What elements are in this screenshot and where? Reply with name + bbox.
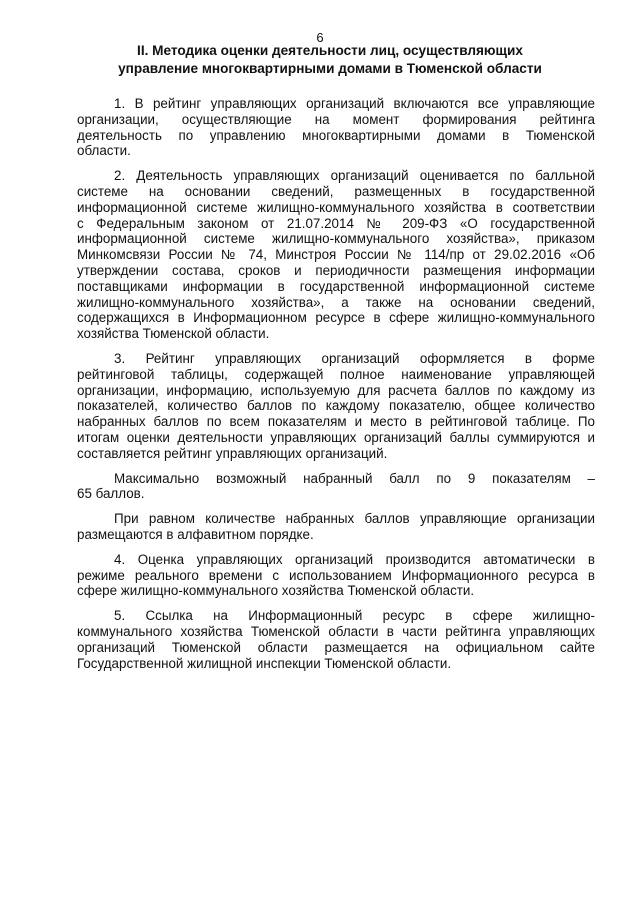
text-line: сфере жилищно-коммунального хозяйства Тюменской области. <box>77 583 475 599</box>
text-line: итогам оценки деятельности управляющих организаций баллы суммируются и <box>77 429 595 445</box>
text-line: организации, информацию, используемую для расчета баллов по каждому из <box>77 382 595 398</box>
text-line: режиме реального времени с использованием Информационного ресурса в <box>77 567 595 583</box>
paragraph-2 <box>77 168 595 342</box>
text-line: размещаются в алфавитном порядке. <box>77 526 314 542</box>
paragraph-equal-score <box>77 511 595 543</box>
paragraph-3 <box>77 351 595 462</box>
text-line: деятельность по управлению многоквартирными домами в Тюменской <box>77 127 595 143</box>
text-line: информационной системе жилищно-коммунального хозяйства в соответствии <box>77 199 595 215</box>
section-heading <box>80 42 580 78</box>
text-line: хозяйства Тюменской области. <box>77 326 270 342</box>
paragraph-max-score <box>77 471 595 503</box>
text-line: 5. Ссылка на Информационный ресурс в сфере жилищно- <box>114 608 595 624</box>
text-line: жилищно-коммунального хозяйства», а также на основании сведений, <box>77 294 595 310</box>
text-line: организации, осуществляющие на момент формирования рейтинга <box>77 111 595 127</box>
text-line: коммунального хозяйства Тюменской области в части рейтинга управляющих <box>77 623 595 639</box>
document-body <box>77 96 595 680</box>
paragraph-4 <box>77 552 595 599</box>
text-line: 4. Оценка управляющих организаций производится автоматически в <box>114 551 595 567</box>
paragraph-1 <box>77 96 595 159</box>
text-line: организаций Тюменской области размещается на официальном сайте <box>77 639 595 655</box>
text-line: рейтинговой таблицы, содержащей полное наименование управляющей <box>77 366 595 382</box>
text-line: области. <box>77 143 131 159</box>
text-line: системе на основании сведений, размещенных в государственной <box>77 183 595 199</box>
text-line: 3. Рейтинг управляющих организаций оформляется в форме <box>114 350 595 366</box>
text-line: содержащихся в Информационном ресурсе в сфере жилищно-коммунального <box>77 310 595 326</box>
text-line: поставщиками информации в государственной информационной системе <box>77 278 595 294</box>
text-line: Минкомсвязи России № 74, Минстроя России № 114/пр от 29.02.2016 «Об <box>77 247 595 263</box>
section-heading-line: управление многоквартирными домами в Тюменской области <box>118 61 542 76</box>
text-line: утверждении состава, сроков и периодичности размещения информации <box>77 262 595 278</box>
text-line: 1. В рейтинг управляющих организаций включаются все управляющие <box>114 96 595 111</box>
text-line: При равном количестве набранных баллов управляющие организации <box>114 511 595 527</box>
section-heading-line: II. Методика оценки деятельности лиц, осуществляющих <box>137 43 523 58</box>
text-line: 2. Деятельность управляющих организаций оценивается по балльной <box>114 168 595 184</box>
page-number: 6 <box>316 30 324 45</box>
text-line: информационной системе жилищно-коммунального хозяйства», приказом <box>77 231 595 247</box>
text-line: составляется рейтинг управляющих организаций. <box>77 445 388 461</box>
text-line: с Федеральным законом от 21.07.2014 № 209-ФЗ «О государственной <box>77 215 595 231</box>
text-line: Максимально возможный набранный балл по 9 показателям – <box>114 470 595 486</box>
text-line: показателей, количество баллов по каждому показателю, общее количество <box>77 398 595 414</box>
text-line: Государственной жилищной инспекции Тюменской области. <box>77 655 452 671</box>
text-line: набранных баллов по всем показателям и место в рейтинговой таблице. По <box>77 414 595 430</box>
text-line: 65 баллов. <box>77 486 145 502</box>
paragraph-5 <box>77 608 595 671</box>
